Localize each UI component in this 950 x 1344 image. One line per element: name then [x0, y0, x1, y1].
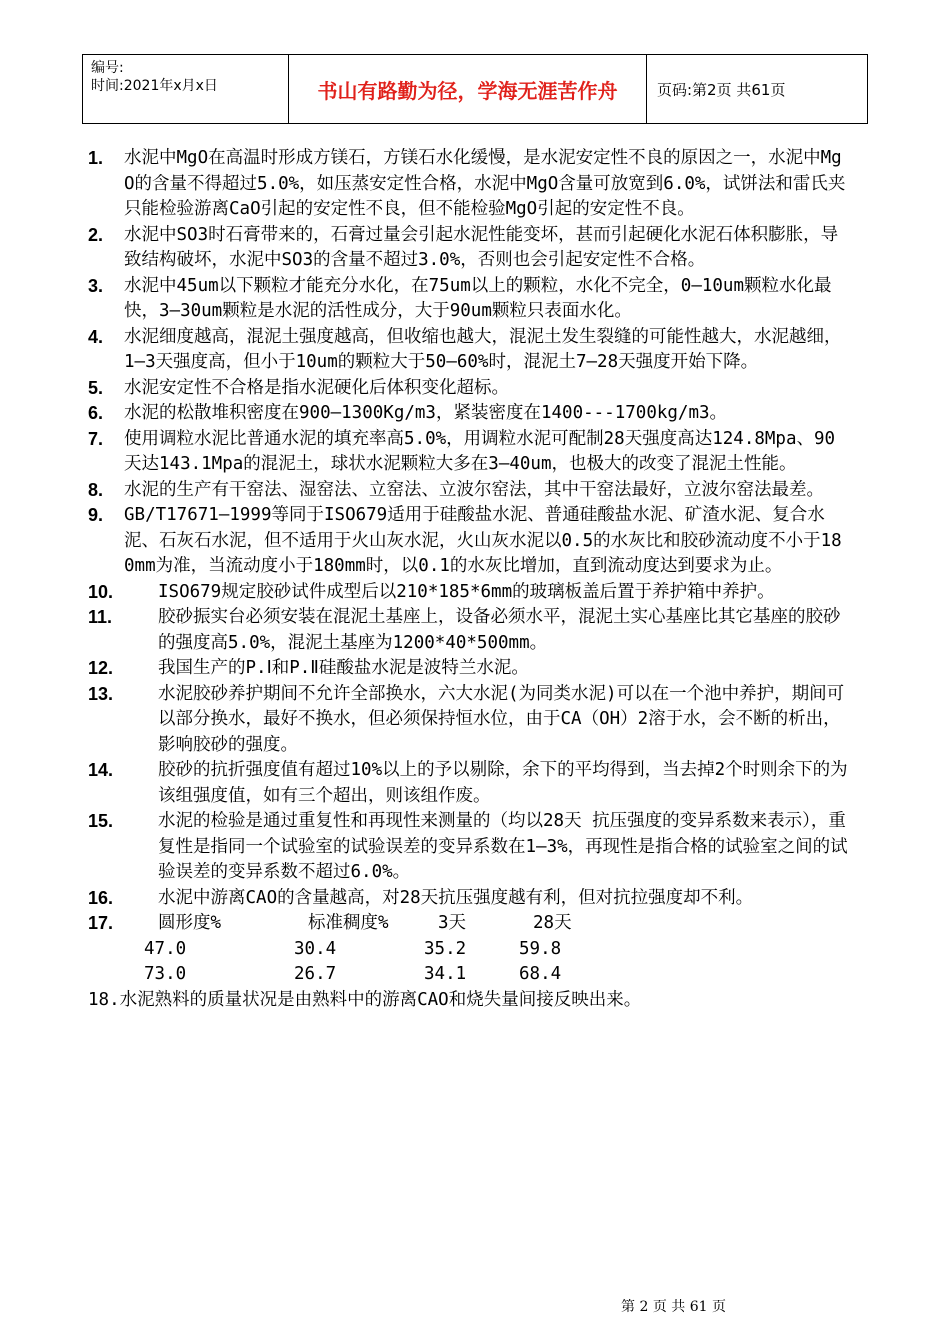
list-item — [88, 682, 848, 759]
item-text: 胶砂振实台必须安装在混泥土基座上，设备必须水平，混泥土实心基座比其它基座的胶砂的强度高5.0%，混泥土基座为1200*40*500mm。 — [158, 607, 841, 653]
item-text: 我国生产的P.Ⅰ和P.Ⅱ硅酸盐水泥是波特兰水泥。 — [158, 658, 529, 678]
list-item-18: 18.水泥熟料的质量状况是由熟料中的游离CAO和烧失量间接反映出来。 — [88, 989, 642, 1010]
table-header-cell: 3天 — [438, 913, 467, 933]
table-header-cell: 28天 — [533, 913, 572, 933]
item-text: 水泥的松散堆积密度在900—1300Kg/m3，紧装密度在1400---1700kg/m3。 — [124, 403, 728, 423]
item-text: 水泥的检验是通过重复性和再现性来测量的（均以28天 抗压强度的变异系数来表示），重复性是指同一个试验室的试验误差的变异系数在1—3%，再现性是指合格的试验室之间的试验误差的变异系数不超过6.0%。 — [158, 811, 848, 882]
table-cell: 47.0 — [144, 938, 187, 959]
item-number: 3. — [88, 275, 104, 296]
document-body — [88, 146, 848, 1013]
list-item — [88, 503, 848, 580]
list-item — [88, 325, 848, 376]
table-cell: 73.0 — [144, 964, 187, 984]
item-number: 16. — [88, 887, 114, 908]
item-text: 水泥中MgO在高温时形成方镁石，方镁石水化缓慢，是水泥安定性不良的原因之一，水泥中MgO的含量不得超过5.0%，如压蒸安定性合格，水泥中MgO含量可放宽到6.0%，试饼法和雷氏夹只能检验游离CaO引起的安定性不良，但不能检验MgO引起的安定性不良。 — [124, 148, 846, 219]
list-item — [88, 401, 848, 427]
item-number: 4. — [88, 326, 104, 347]
item-text: 水泥中45um以下颗粒才能充分水化，在75um以上的颗粒，水化不完全，0—10um颗粒水化最快，3—30um颗粒是水泥的活性成分，大于90um颗粒只表面水化。 — [124, 275, 832, 321]
item-number: 10. — [88, 581, 114, 602]
header-page-label: 页码:第2页 共61页 — [657, 80, 786, 99]
serial-label: 编号: — [91, 60, 124, 76]
item-number: 14. — [88, 760, 114, 780]
table-cell: 30.4 — [294, 938, 337, 959]
page-footer: 第 2 页 共 61 页 — [621, 1299, 726, 1315]
item-text: 水泥中游离CAO的含量越高，对28天抗压强度越有利，但对抗拉强度却不利。 — [158, 887, 754, 908]
item-text: 水泥胶砂养护期间不允许全部换水，六大水泥(为同类水泥)可以在一个池中养护，期间可以部分换水，最好不换水，但必须保持恒水位，由于CA（OH）2溶于水，会不断的析出，影响胶砂的强度。 — [158, 683, 845, 755]
list-item — [88, 605, 848, 656]
list-item — [88, 758, 848, 809]
item-number: 12. — [88, 658, 114, 678]
list-item — [88, 886, 848, 912]
item-number: 17. — [88, 913, 114, 933]
item-number: 15. — [88, 811, 114, 831]
table-row — [144, 962, 848, 988]
header-meta — [83, 55, 289, 123]
item-text: 胶砂的抗折强度值有超过10%以上的予以剔除，余下的平均得到，当去掉2个时则余下的为该组强度值，如有三个超出，则该组作废。 — [158, 760, 848, 806]
table-header-cell: 圆形度% — [158, 913, 222, 933]
item-number: 1. — [88, 148, 104, 168]
page-header — [82, 54, 868, 124]
list-item — [88, 223, 848, 274]
list-item-table — [88, 911, 848, 937]
item-number: 13. — [88, 683, 114, 704]
item-text: 水泥细度越高，混泥土强度越高，但收缩也越大，混泥土发生裂缝的可能性越大，水泥越细，1—3天强度高，但小于10um的颗粒大于50—60%时，混泥土7—28天强度开始下降。 — [124, 326, 842, 372]
item-number: 7. — [88, 428, 104, 449]
item-number: 2. — [88, 224, 104, 245]
time-label: 时间:2021年x月x日 — [91, 78, 218, 94]
header-motto: 书山有路勤为径，学海无涯苦作舟 — [289, 55, 647, 123]
table-cell: 35.2 — [424, 938, 467, 959]
list-item — [88, 656, 848, 682]
item-text: GB/T17671—1999等同于ISO679适用于硅酸盐水泥、普通硅酸盐水泥、矿渣水泥、复合水泥、石灰石水泥，但不适用于火山灰水泥，火山灰水泥以0.5的水灰比和胶砂流动度不小于180mm为准，当流动度小于180mm时，以0.1的水灰比增加，直到流动度达到要求为止。 — [124, 505, 842, 576]
item-text: 使用调粒水泥比普通水泥的填充率高5.0%，用调粒水泥可配制28天强度高达124.8Mpa、90天达143.1Mpa的混泥土，球状水泥颗粒大多在3—40um，也极大的改变了混泥土性能。 — [124, 428, 836, 474]
item-text: ISO679规定胶砂试件成型后以210*185*6mm的玻璃板盖后置于养护箱中养护。 — [158, 581, 775, 602]
list-item — [88, 478, 848, 504]
table-row — [144, 937, 848, 963]
list-item — [88, 427, 848, 478]
table-cell: 68.4 — [519, 964, 562, 984]
item-text: 水泥中SO3时石膏带来的，石膏过量会引起水泥性能变坏，甚而引起硬化水泥石体积膨胀，导致结构破坏，水泥中SO3的含量不超过3.0%，否则也会引起安定性不合格。 — [124, 224, 839, 270]
list-item — [88, 376, 848, 402]
table-cell: 26.7 — [294, 964, 337, 984]
item-number: 8. — [88, 479, 104, 500]
table-header-cell: 标准稠度% — [308, 913, 389, 933]
list-item — [88, 580, 848, 606]
item-text: 水泥安定性不合格是指水泥硬化后体积变化超标。 — [124, 377, 509, 398]
table-header-row — [158, 911, 633, 937]
item-number: 9. — [88, 505, 104, 525]
list-item — [88, 809, 848, 886]
table-cell: 59.8 — [519, 938, 562, 959]
item-number: 11. — [88, 607, 113, 627]
table-cell: 34.1 — [424, 964, 467, 984]
list-item — [88, 274, 848, 325]
item-text: 水泥的生产有干窑法、湿窑法、立窑法、立波尔窑法，其中干窑法最好，立波尔窑法最差。 — [124, 479, 824, 500]
list-item — [88, 146, 848, 223]
item-number: 6. — [88, 403, 104, 423]
item-number: 5. — [88, 377, 104, 398]
